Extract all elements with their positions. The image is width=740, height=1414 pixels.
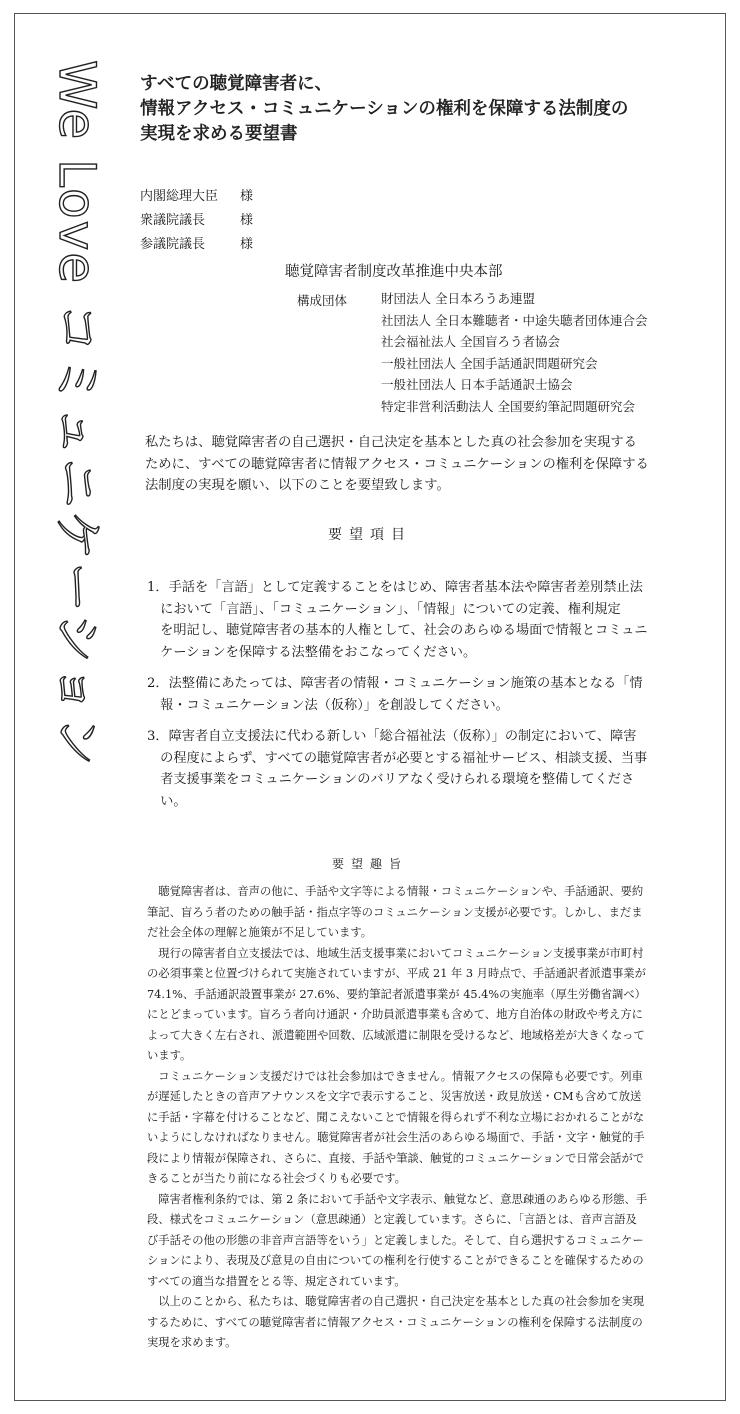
vertical-title: We Love コミュニケーション: [48, 60, 106, 768]
items-heading: 要望項目: [328, 527, 412, 543]
intro-paragraph: [145, 432, 705, 497]
item-line: 報・コミュニケーション法（仮称）」を創設してください。: [147, 697, 509, 713]
addressee-name: 内閣総理大臣: [140, 189, 219, 204]
member-organization: 一般社団法人 全国手話通訳問題研究会: [381, 355, 598, 371]
gist-heading: 要望趣旨: [331, 857, 408, 871]
gist-line: するために、すべての聴覚障害者に情報アクセス・コミュニケーションの権利を保障する法制度の: [147, 1315, 643, 1329]
item-line: 1．手話を「言語」として定義することをはじめ、障害者基本法や障害者差別禁止法: [147, 580, 643, 595]
member-list: [381, 288, 647, 417]
addressee-list: [140, 185, 253, 257]
request-item: [147, 577, 712, 663]
gist-line: 聴覚障害者は、音声の他に、手話や文字等による情報・コミュニケーションや、手話通訳、要約: [147, 885, 644, 898]
vertical-banner: [32, 60, 122, 940]
item-line: 2．法整備にあたっては、障害者の情報・コミュニケーション施策の基本となる「情: [147, 676, 643, 691]
intro-line: ために、すべての聴覚障害者に情報アクセス・コミュニケーションの権利を保障する: [145, 456, 649, 472]
addressee: [140, 209, 253, 233]
gist-line: に手話・字幕を付けることなど、聞こえないことで情報を得られず不利な立場におかれることがな: [147, 1110, 645, 1124]
item-line: ケーションを保障する法整備をおこなってください。: [147, 644, 477, 660]
item-line: において「言語」、「コミュニケーション」、「情報」についての定義、権利規定: [147, 601, 621, 617]
gist-line: よって大きく左右され、派遣範囲や回数、広域派遣に制限を受けるなど、地域格差が大きくなって: [147, 1028, 645, 1042]
gist-line: 実現を求めます。: [147, 1336, 237, 1349]
gist-line: 筆記、盲ろう者のための触手話・指点字等のコミュニケーション支援が必要です。しかし、まだま: [147, 905, 643, 919]
gist-line: います。: [147, 1049, 192, 1062]
addressee-honorific: 様: [240, 237, 254, 252]
organization-name: 聴覚障害者制度改革推進中央本部: [285, 264, 503, 280]
gist-line: いようにしなければなりません。聴覚障害者が社会生活のあらゆる場面で、手話・文字・触覚的手: [147, 1131, 645, 1144]
item-line: の程度によらず、すべての聴覚障害者が必要とする福祉サービス、相談支援、当事: [147, 750, 648, 766]
members-label: 構成団体: [297, 293, 348, 308]
member-organization: 社会福祉法人 全国盲ろう者協会: [381, 334, 560, 349]
gist-line: ションにより、表現及び意見の自由についての権利を行使することができることを確保するための: [147, 1254, 644, 1267]
gist-line: 現行の障害者自立支援法では、地域生活支援事業においてコミュニケーション支援事業が市町村: [147, 946, 644, 960]
gist-line: び手話その他の形態の非音声言語等をいう」と定義しました。そして、自ら選択するコミュニケー: [147, 1233, 644, 1247]
intro-line: 法制度の実現を願い、以下のことを要望致します。: [145, 478, 450, 493]
gist-line: きることが当たり前になる社会づくりも必要です。: [147, 1172, 406, 1185]
addressee: [140, 233, 253, 257]
addressee-honorific: 様: [240, 213, 254, 228]
gist-line: 段により情報が保障され、さらに、直接、手話や筆談、触覚的コミュニケーションで日常会話がで: [147, 1151, 645, 1165]
gist-line: 74.1%、手話通訳設置事業が 27.6%、要約筆記者派遣事業が 45.4%の実施率（厚生労働省調べ）: [147, 987, 646, 1001]
gist-line: すべての適当な措置をとる等、規定されています。: [147, 1274, 406, 1288]
intro-line: 私たちは、聴覚障害者の自己選択・自己決定を基本とした真の社会参加を実現する: [145, 435, 637, 450]
item-line: 者支援事業をコミュニケーションのバリアなく受けられる環境を整備してくださ: [147, 772, 635, 787]
gist-line: の必須事業と位置づけられて実施されていますが、平成 21 年 3 月時点で、手話通訳者派遣事業が: [147, 967, 646, 980]
addressee-name: 衆議院議長: [140, 213, 206, 228]
gist-line: が遅延したときの音声アナウンスを文字で表示すること、災害放送・政見放送・CMも含めて放送: [147, 1090, 642, 1103]
addressee: [140, 185, 253, 209]
item-line: い。: [147, 793, 187, 809]
member-organization: 財団法人 全日本ろうあ連盟: [381, 291, 535, 306]
member-organization: 一般社団法人 日本手話通訳士協会: [381, 377, 573, 392]
addressee-honorific: 様: [240, 189, 254, 204]
addressee-name: 参議院議長: [140, 237, 206, 252]
title-line: すべての聴覚障害者に、: [140, 74, 333, 94]
member-organization: 社団法人 全日本難聴者・中途失聴者団体連合会: [381, 312, 648, 328]
gist-line: 以上のことから、私たちは、聴覚障害者の自己選択・自己決定を基本とした真の社会参加を実現: [147, 1295, 645, 1308]
item-line: 3．障害者自立支援法に代わる新しい「総合福祉法（仮称）」の制定において、障害: [147, 729, 637, 744]
request-item: [147, 726, 712, 812]
gist-line: だ社会全体の理解と施策が不足しています。: [147, 926, 373, 939]
request-item: [147, 673, 712, 716]
document-title: [140, 72, 710, 147]
request-items: [147, 577, 712, 822]
item-line: を明記し、聴覚障害者の基本的人権として、社会のあらゆる場面で情報とコミュニ: [147, 623, 648, 638]
member-organization: 特定非営利活動法人 全国要約筆記問題研究会: [381, 398, 635, 414]
gist-line: コミュニケーション支援だけでは社会参加はできません。情報アクセスの保障も必要です。列車: [147, 1069, 643, 1083]
title-line: 情報アクセス・コミュニケーションの権利を保障する法制度の: [140, 99, 629, 119]
gist-body: [147, 882, 707, 1354]
gist-line: 段、様式をコミュニケーション（意思疎通）と定義しています。さらに、「言語とは、音声言語及: [147, 1213, 637, 1226]
gist-line: にとどまっています。盲ろう者向け通訳・介助員派遣事業も含めて、地方自治体の財政や考え方に: [147, 1008, 643, 1021]
title-line: 実現を求める要望書: [140, 124, 298, 144]
gist-line: 障害者権利条約では、第 2 条において手話や文字表示、触覚など、意思疎通のあらゆる形態、手: [147, 1192, 648, 1206]
